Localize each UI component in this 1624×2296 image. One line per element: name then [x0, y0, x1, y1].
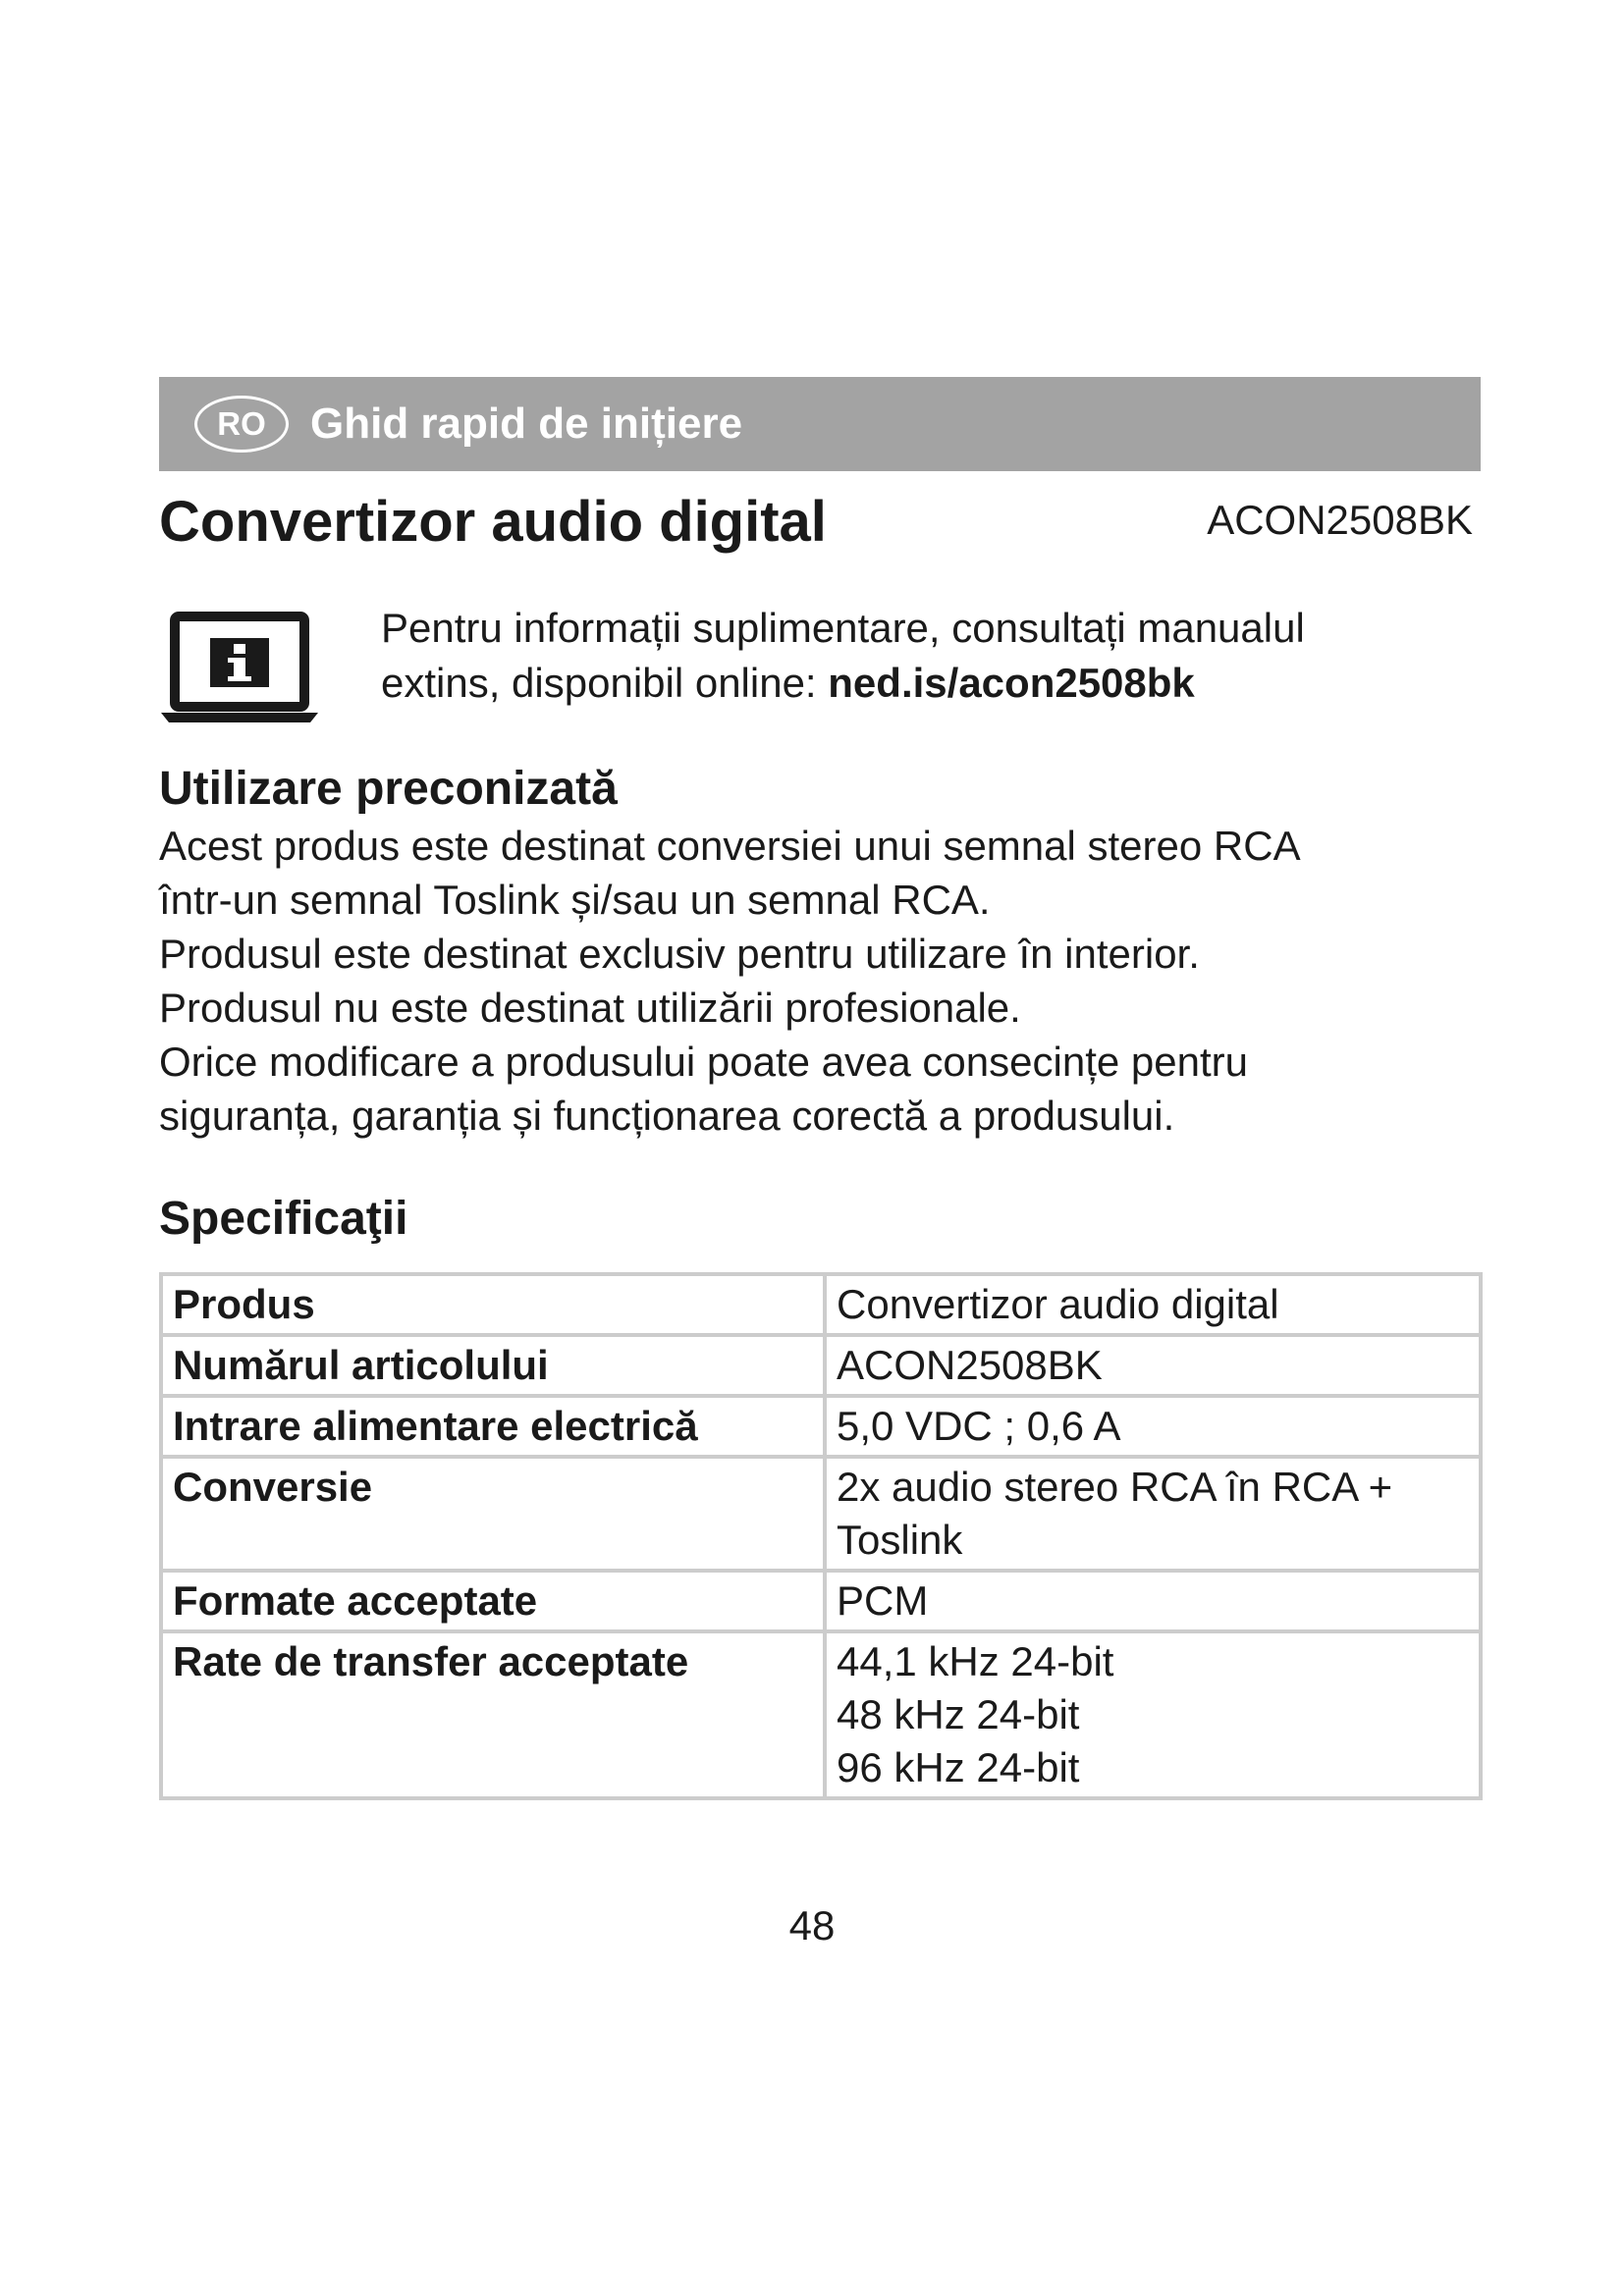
spec-value-cell	[825, 1335, 1481, 1396]
intended-use-line: într-un semnal Toslink și/sau un semnal RCA.	[159, 877, 991, 923]
table-row	[161, 1571, 1481, 1631]
spec-value-cell	[825, 1396, 1481, 1457]
table-row	[161, 1335, 1481, 1396]
spec-label-cell	[161, 1396, 825, 1457]
spec-value: Toslink	[837, 1517, 963, 1563]
intended-use-line: Produsul nu este destinat utilizării profesionale.	[159, 985, 1021, 1031]
specifications-table	[159, 1272, 1483, 1800]
title-row	[159, 489, 1473, 567]
manual-link[interactable]: ned.is/acon2508bk	[828, 660, 1195, 706]
spec-label: Formate acceptate	[173, 1577, 538, 1624]
banner-title: Ghid rapid de inițiere	[310, 400, 743, 448]
intended-use-line: Orice modificare a produsului poate avea consecințe pentru	[159, 1039, 1248, 1085]
spec-label: Numărul articolului	[173, 1342, 549, 1388]
info-line-2	[381, 656, 1305, 711]
online-manual-text	[381, 601, 1305, 711]
table-row	[161, 1396, 1481, 1457]
article-code: ACON2508BK	[1207, 497, 1473, 543]
spec-value: Convertizor audio digital	[837, 1281, 1279, 1327]
table-row	[161, 1631, 1481, 1798]
spec-value: 2x audio stereo RCA în RCA +	[837, 1464, 1393, 1510]
intended-use-heading: Utilizare preconizată	[159, 763, 618, 815]
spec-value: 5,0 VDC ; 0,6 A	[837, 1403, 1121, 1449]
spec-label-cell	[161, 1274, 825, 1335]
spec-value-cell	[825, 1571, 1481, 1631]
table-row	[161, 1457, 1481, 1571]
spec-value: 48 kHz 24-bit	[837, 1691, 1080, 1737]
intended-use-text	[159, 819, 1475, 1143]
spec-label: Rate de transfer acceptate	[173, 1638, 689, 1684]
spec-label-cell	[161, 1571, 825, 1631]
product-title: Convertizor audio digital	[159, 490, 827, 554]
info-line-2-prefix: extins, disponibil online:	[381, 660, 829, 706]
spec-label-cell	[161, 1335, 825, 1396]
spec-value: 44,1 kHz 24-bit	[837, 1638, 1114, 1684]
language-badge: RO	[194, 396, 289, 453]
header-banner	[159, 377, 1481, 471]
intended-use-line: Produsul este destinat exclusiv pentru utilizare în interior.	[159, 931, 1200, 977]
spec-value: ACON2508BK	[837, 1342, 1103, 1388]
spec-label: Produs	[173, 1281, 315, 1327]
spec-label-cell	[161, 1457, 825, 1571]
laptop-info-icon	[159, 611, 320, 728]
page-number: 48	[788, 1902, 836, 1949]
spec-value-cell	[825, 1631, 1481, 1798]
spec-label: Intrare alimentare electrică	[173, 1403, 698, 1449]
online-manual-info	[159, 601, 1475, 738]
info-line-1: Pentru informații suplimentare, consultați manualul	[381, 605, 1305, 651]
intended-use-line: Acest produs este destinat conversiei unui semnal stereo RCA	[159, 823, 1301, 869]
spec-label: Conversie	[173, 1464, 373, 1510]
spec-value: 96 kHz 24-bit	[837, 1744, 1080, 1790]
spec-value-cell	[825, 1457, 1481, 1571]
spec-value: PCM	[837, 1577, 929, 1624]
spec-value-cell	[825, 1274, 1481, 1335]
spec-label-cell	[161, 1631, 825, 1798]
intended-use-line: siguranța, garanția și funcționarea corectă a produsului.	[159, 1093, 1175, 1139]
specifications-heading: Specificaţii	[159, 1193, 408, 1245]
table-row	[161, 1274, 1481, 1335]
